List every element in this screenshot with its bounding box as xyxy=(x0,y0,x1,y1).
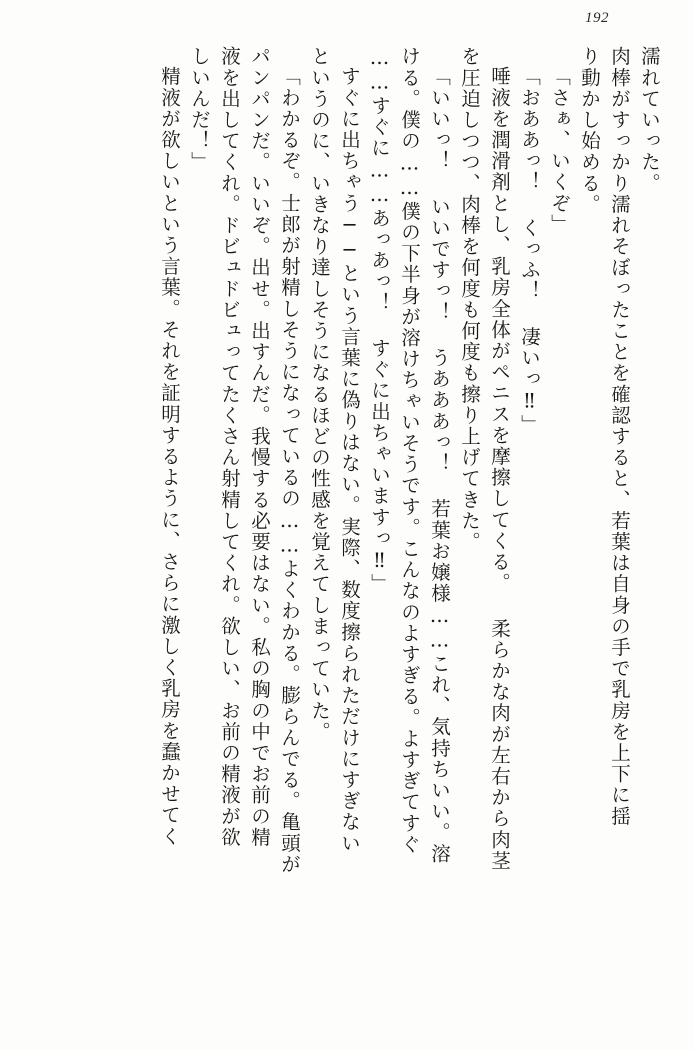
text-column: ……すぐに……あっあっ！ すぐに出ちゃいますっ‼」 xyxy=(368,46,391,595)
text-column: 「さぁ、いくぞ」 xyxy=(548,66,571,235)
text-column: 「おああっ！ くっふ！ 凄いっ‼」 xyxy=(518,66,541,436)
text-column: ける。僕の……僕の下半身が溶けちゃいそうです。こんなのよすぎる。よすぎてすぐ xyxy=(398,46,421,855)
text-column: 液を出してくれ。ドビュドビュってたくさん射精してくれ。欲しい、お前の精液が欲 xyxy=(218,46,241,848)
text-column: というのに、いきなり達しそうになるほどの性感を覚えてしまっていた。 xyxy=(308,46,331,743)
text-column: を圧迫しつつ、肉棒を何度も何度も擦り上げてきた。 xyxy=(458,46,481,553)
text-column: 「わかるぞ。士郎が射精しそうになっているの……よくわかる。膨らんでる。亀頭が xyxy=(278,66,301,875)
text-column: 濡れていった。 xyxy=(638,46,661,194)
text-column: パンパンだ。いいぞ。出せ。出すんだ。我慢する必要はない。私の胸の中でお前の精 xyxy=(248,46,271,848)
text-column: 唾液を潤滑剤とし、乳房全体がペニスを摩擦してくる。 柔らかな肉が左右から肉茎 xyxy=(488,66,511,872)
vertical-text-body xyxy=(36,44,659,1022)
page-number: 192 xyxy=(585,10,609,26)
text-column: り動かし始める。 xyxy=(578,46,601,215)
text-column: すぐに出ちゃう──という言葉に偽りはない。実際、数度擦られただけにすぎない xyxy=(338,66,361,854)
text-column: しいんだ！」 xyxy=(188,46,211,173)
text-column: 肉棒がすっかり濡れそぼったことを確認すると、若葉は自身の手で乳房を上下に揺 xyxy=(608,46,631,827)
text-column: 精液が欲しいという言葉。それを証明するように、さらに激しく乳房を蠢かせてく xyxy=(158,66,181,847)
text-column: 「いいっ！ いいですっ！ うあああっ！ 若葉お嬢様……これ、気持ちいい。溶 xyxy=(428,66,451,865)
